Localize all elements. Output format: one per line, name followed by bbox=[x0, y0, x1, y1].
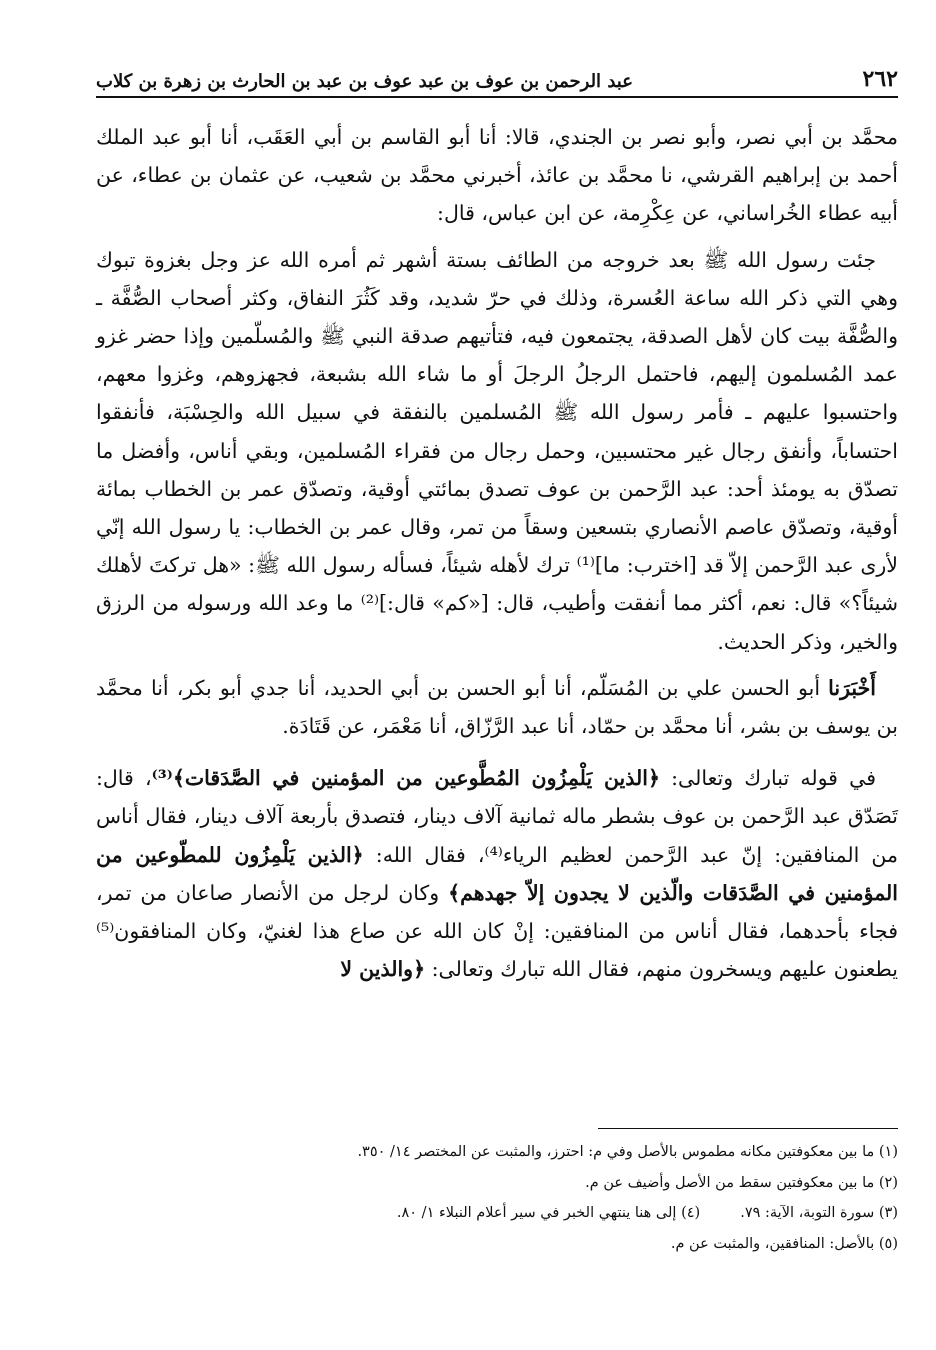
footnote-4: (٤) إلى هنا ينتهي الخبر في سير أعلام النبلاء ١/ ٨٠. bbox=[396, 1205, 701, 1221]
page-number: ٢٦٢ bbox=[862, 66, 898, 92]
footnote-5: (٥) بالأصل: المنافقين، والمثبت عن م. bbox=[670, 1235, 898, 1252]
isnad-text: أبو الحسن علي بن المُسَلّم، أنا أبو الحسن بن أبي الحديد، أنا جدي أبو بكر، أنا محمَّد بن يوسف بن بشر، أنا محمَّد بن حمّاد، أنا عبد الرَّزّاق، أنا مَعْمَر، عن قَتَادَة. bbox=[96, 675, 898, 739]
paragraph-hadith: جئت رسول الله ﷺ بعد خروجه من الطائف بستة أشهر ثم أمره الله عز وجل بغزوة تبوك وهي التي ذكر الله ساعة العُسرة، وذلك في حرّ شديد، وقد كَثُرَ النفاق، وكثر أصحاب الصُّفَّة ـ والصُّفَّة بيت كان لأهل الصدقة، يجتمعون فيه، فتأتيهم صدقة النبي ﷺ والمُسلّمين وإذا حضر غزو عمد المُسلمون إليهم، فاحتمل الرجلُ الرجلَ أو ما شاء الله بشبعة، فجهزوهم، وغزوا معهم، واحتسبوا عليهم ـ فأمر رسول الله ﷺ المُسلمين بالنفقة في سبيل الله والحِسْبَة، فأنفقوا احتساباً، وأنفق رجال غير محتسبين، وحمل رجال من فقراء المُسلمين، وبقي أناس، وأفضل ما تصدّق به يومئذ أحد: عبد الرَّحمن بن عوف تصدق بمائتي أوقية، وتصدّق عمر بن الخطاب بمائة أوقية، وتصدّق عاصم الأنصاري بتسعين وسقاً من تمر، وقال عمر بن الخطاب: يا رسول الله إنّي لأرى عبد الرَّحمن إلاّ قد [اخترب: ما]⁽¹⁾ ترك لأهله شيئاً، فسأله رسول الله ﷺ: «هل تركتَ لأهلك شيئاً؟» قال: نعم، أكثر مما أنفقت وأطيب، قال: [«كم» قال:]⁽²⁾ ما وعد الله ورسوله من الرزق والخير، وذكر الحديث. bbox=[96, 247, 898, 654]
tafsir-text-a: ، قال: تَصَدّق عبد الرَّحمن بن عوف بشطر ماله ثمانية آلاف دينار، فتصدق بأربعة آلاف دينار، فقال أناس من المنافقين: إنّ عبد الرَّحمن لعظيم الرياء⁽⁴⁾، فقال الله: bbox=[96, 766, 898, 867]
footnote-row-3-4 bbox=[96, 1198, 898, 1229]
running-title: عبد الرحمن بن عوف بن عبد عوف بن عبد بن الحارث بن زهرة بن كلاب bbox=[96, 71, 633, 92]
paragraph-isnad: محمَّد بن أبي نصر، وأبو نصر بن الجندي، قالا: أنا أبو القاسم بن أبي العَقَب، أنا أبو عبد الملك أحمد بن إبراهيم القرشي، نا محمَّد بن عائذ، أخبرني محمَّد بن شعيب، عن عثمان بن عطاء، عن أبيه عطاء الخُراساني، عن عِكْرِمة، عن ابن عباس، قال: bbox=[96, 125, 898, 226]
akhbarana-lead: أَخْبَرَنا bbox=[828, 675, 876, 700]
page-header bbox=[96, 56, 898, 98]
footnote-2: (٢) ما بين معكوفتين سقط من الأصل وأضيف عن م. bbox=[585, 1174, 898, 1191]
quran-verse-2: ﴿الذين يَلْمِزُون للمطّوعين من المؤمنين في الصَّدَقات والّذين لا يجدون إلاّ جهدهم﴾ bbox=[96, 842, 898, 905]
quran-verse-3: ﴿والذين لا bbox=[340, 957, 426, 982]
quran-verse: ﴿الذين يَلْمِزُون المُطَّوعين من المؤمنين في الصَّدَقات﴾⁽³⁾ bbox=[151, 766, 660, 791]
paragraph-tafsir bbox=[96, 759, 898, 988]
main-text bbox=[96, 118, 898, 988]
paragraph-second-isnad bbox=[96, 669, 898, 745]
tafsir-text-b: وكان لرجل من الأنصار صاعان من تمر، فجاء بأحدهما، فقال أناس من المنافقين: إنْ كان الله عن صاع هذا لغنيّ، وكان المنافقون⁽⁵⁾ يطعنون عليهم ويسخرون منهم، فقال الله تبارك وتعالى: bbox=[96, 880, 898, 982]
footnotes bbox=[96, 1128, 898, 1259]
footnote-3: (٣) سورة التوبة، الآية: ٧٩. bbox=[740, 1205, 898, 1221]
footnote-1: (١) ما بين معكوفتين مكانه مطموس بالأصل وفي م: احترز، والمثبت عن المختصر ١٤/ ٣٥٠. bbox=[357, 1144, 898, 1160]
tafsir-intro: في قوله تبارك وتعالى: bbox=[659, 766, 877, 791]
footnote-divider bbox=[598, 1128, 898, 1129]
